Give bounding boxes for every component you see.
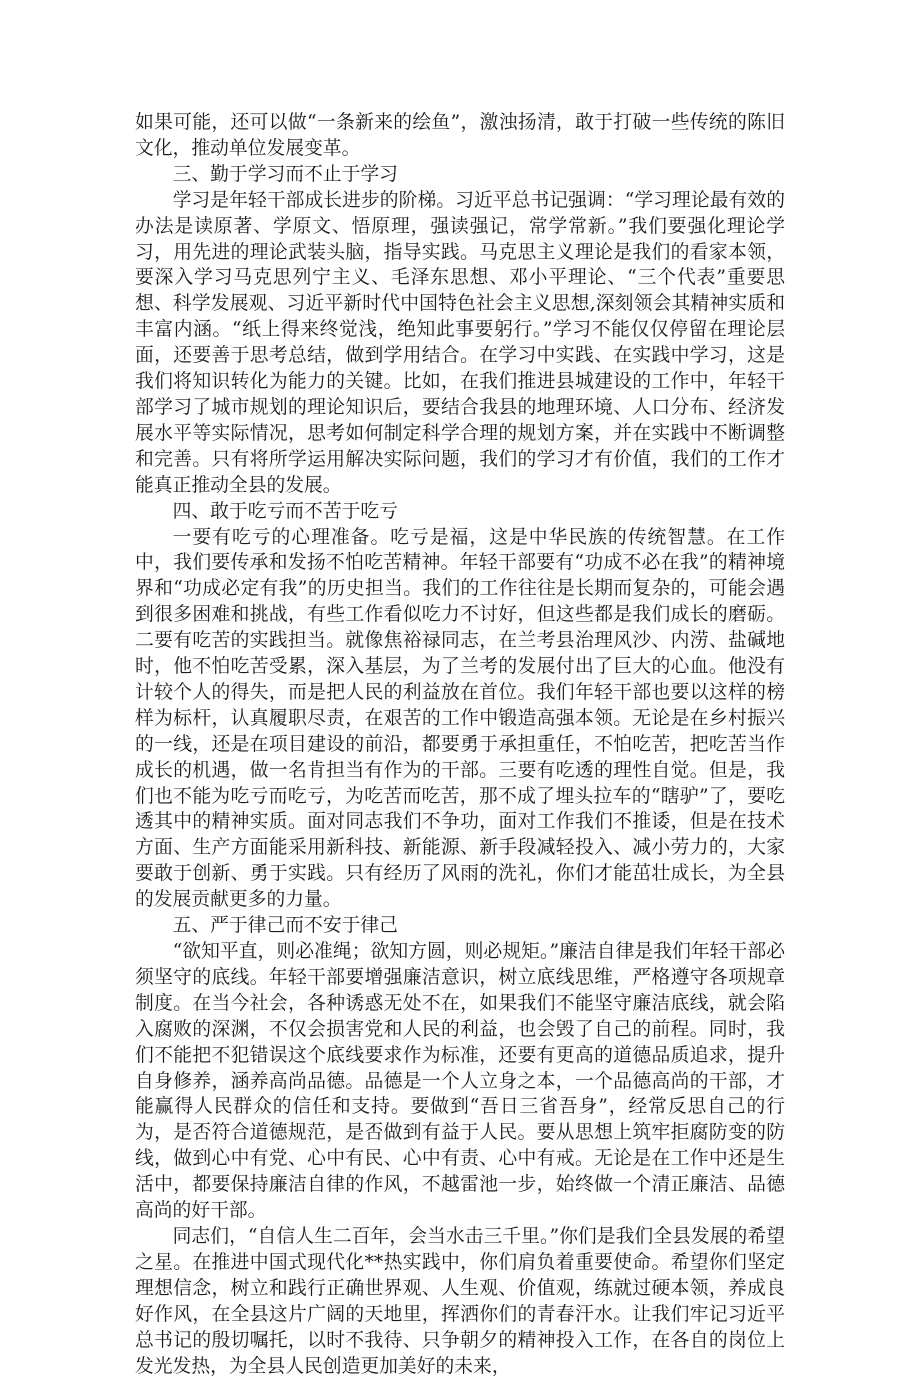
paragraph-intro: 如果可能，还可以做“一条新来的绘鱼”，激浊扬清，敢于打破一些传统的陈旧文化，推动单位发展变革。: [135, 112, 785, 159]
document-page: [135, 110, 785, 1379]
section-heading-4: 四、敢于吃亏而不苦于吃亏: [172, 500, 398, 522]
paragraph-section-5: “欲知平直，则必准绳；欲知方圆，则必规矩。”廉洁自律是我们年轻干部必须坚守的底线。年轻干部要增强廉洁意识，树立底线思维，严格遵守各项规章制度。在当今社会，各种诱惑无处不在，如果我们不能坚守廉洁底线，就会陷入腐败的深渊，不仅会损害党和人民的利益，也会毁了自己的前程。同时，我们不能把不犯错误这个底线要求作为标准，还要有更高的道德品质追求，提升自身修养，涵养高尚品德。品德是一个人立身之本，一个品德高尚的干部，才能赢得人民群众的信任和支持。要做到“吾日三省吾身”，经常反思自己的行为，是否符合道德规范，是否做到有益于人民。要从思想上筑牢拒腐防变的防线，做到心中有党、心中有民、心中有责、心中有戒。无论是在工作中还是生活中，都要保持廉洁自律的作风，不越雷池一步，始终做一个清正廉洁、品德高尚的好干部。: [135, 941, 785, 1222]
paragraph-closing: 同志们，“自信人生二百年，会当水击三千里。”你们是我们全县发展的希望之星。在推进中国式现代化**热实践中，你们肩负着重要使命。希望你们坚定理想信念，树立和践行正确世界观、人生观、价值观，练就过硬本领，养成良好作风，在全县这片广阔的天地里，挥洒你们的青春汗水。让我们牢记习近平总书记的殷切嘱托，以时不我待、只争朝夕的精神投入工作，在各自的岗位上发光发热，为全县人民创造更加美好的未来，: [135, 1225, 785, 1377]
paragraph-section-3: 学习是年轻干部成长进步的阶梯。习近平总书记强调：“学习理论最有效的办法是读原著、学原文、悟原理，强读强记，常学常新。”我们要强化理论学习，用先进的理论武装头脑，指导实践。马克思主义理论是我们的看家本领，要深入学习马克思列宁主义、毛泽东思想、邓小平理论、“三个代表”重要思想、科学发展观、习近平新时代中国特色社会主义思想,深刻领会其精神实质和丰富内涵。“纸上得来终觉浅，绝知此事要躬行。”学习不能仅仅停留在理论层面，还要善于思考总结，做到学用结合。在学习中实践、在实践中学习，这是我们将知识转化为能力的关键。比如，在我们推进县城建设的工作中，年轻干部学习了城市规划的理论知识后，要结合我县的地理环境、人口分布、经济发展水平等实际情况，思考如何制定科学合理的规划方案，并在实践中不断调整和完善。只有将所学运用解决实际问题，我们的学习才有价值，我们的工作才能真正推动全县的发展。: [135, 189, 785, 496]
section-heading-5: 五、严于律己而不安于律己: [172, 915, 398, 937]
section-heading-3: 三、勤于学习而不止于学习: [172, 163, 398, 185]
paragraph-section-4: 一要有吃亏的心理准备。吃亏是福，这是中华民族的传统智慧。在工作中，我们要传承和发扬不怕吃苦精神。年轻干部要有“功成不必在我”的精神境界和“功成必定有我”的历史担当。我们的工作往往是长期而复杂的，可能会遇到很多困难和挑战，有些工作看似吃力不讨好，但这些都是我们成长的磨砺。二要有吃苦的实践担当。就像焦裕禄同志，在兰考县治理风沙、内涝、盐碱地时，他不怕吃苦受累，深入基层，为了兰考的发展付出了巨大的心血。他没有计较个人的得失，而是把人民的利益放在首位。我们年轻干部也要以这样的榜样为标杆，认真履职尽责，在艰苦的工作中锻造高强本领。无论是在乡村振兴的一线，还是在项目建设的前沿，都要勇于承担重任，不怕吃苦，把吃苦当作成长的机遇，做一名肯担当有作为的干部。三要有吃透的理性自觉。但是，我们也不能为吃亏而吃亏，为吃苦而吃苦，那不成了埋头拉车的“瞎驴”了，要吃透其中的精神实质。面对同志我们不争功，面对工作我们不推诿，但是在技术方面、生产方面能采用新科技、新能源、新手段减轻投入、减小劳力的，大家要敢于创新、勇于实践。只有经历了风雨的洗礼，你们才能茁壮成长，为全县的发展贡献更多的力量。: [135, 526, 785, 911]
